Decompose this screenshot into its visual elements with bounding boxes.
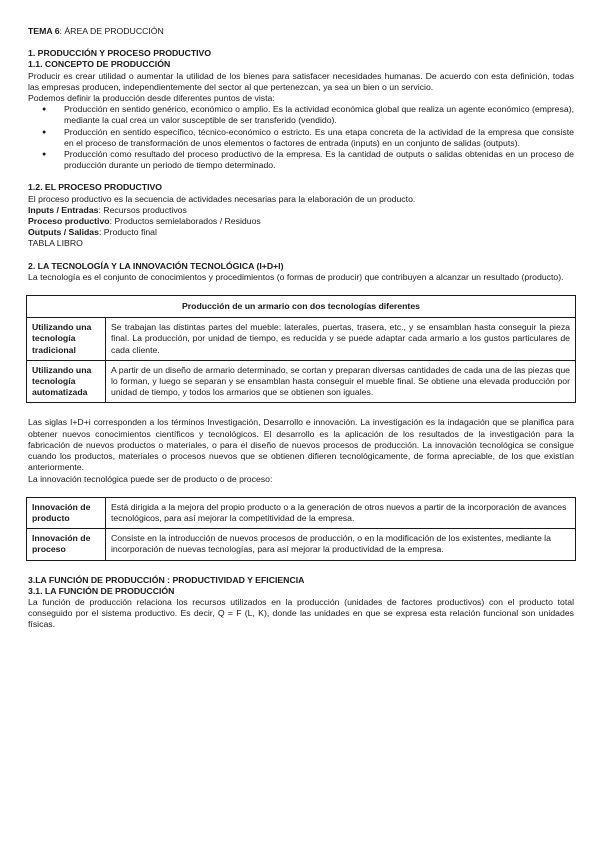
list-item: ● Producción como resultado del proceso productivo de la empresa. Es la cantidad de outputs o salidas obtenidas en un proceso de producción durante un periodo de tiempo determinado. xyxy=(64,149,574,171)
table-row-label: Utilizando una tecnología tradicional xyxy=(27,318,106,361)
table-row-label: Innovación de producto xyxy=(27,497,106,528)
innovacion-table xyxy=(26,497,576,561)
table-row-text: Se trabajan las distintas partes del mueble: laterales, puertas, trasera, etc., y se ensamblan hasta conseguir la pieza final. La producción, por unidad de tiempo, es reducida y se puede adaptar cada armario a los gustos particulares de cada cliente. xyxy=(106,318,576,361)
inputs-label: Inputs / Entradas xyxy=(28,204,99,215)
proceso-value: : Productos semielaborados / Residuos xyxy=(109,216,261,227)
paragraph: La tecnología es el conjunto de conocimientos y procedimientos (o formas de producir) que contribuyen a alcanzar un resultado (producto). xyxy=(28,271,564,282)
proceso-label: Proceso productivo xyxy=(28,216,110,227)
inputs-line xyxy=(28,205,574,216)
document-page xyxy=(28,26,574,631)
inputs-value: : Recursos productivos xyxy=(98,204,187,215)
outputs-label: Outputs / Salidas xyxy=(28,227,99,238)
armario-table xyxy=(26,295,576,403)
paragraph: El proceso productivo es la secuencia de actividades necesarias para la elaboración de un producto. xyxy=(28,193,416,204)
tema-title: : ÁREA DE PRODUCCIÓN xyxy=(59,26,164,36)
section-2-heading: 2. LA TECNOLOGÍA Y LA INNOVACIÓN TECNOLÓGICA (I+D+I) xyxy=(28,260,284,271)
proceso-line xyxy=(28,216,574,227)
paragraph: Podemos definir la producción desde diferentes puntos de vista: xyxy=(28,93,275,104)
section-3-heading: 3.LA FUNCIÓN DE PRODUCCIÓN : PRODUCTIVIDAD Y EFICIENCIA xyxy=(28,574,305,585)
table-row-label: Utilizando una tecnología automatizada xyxy=(27,360,106,403)
table-row xyxy=(27,318,576,361)
table-row xyxy=(27,529,576,560)
list-item: ● Producción en sentido específico, técnico-económico o estricto. Es una etapa concreta de la actividad de la empresa que consiste en el proceso de transformación de unos elementos o factores de entrada (inputs) en un conjunto de salidas (outputs). xyxy=(64,127,574,149)
outputs-line xyxy=(28,227,574,238)
table-row-text: Está dirigida a la mejora del propio producto o a la generación de otros nuevos a partir de la incorporación de avances tecnológicos, para así mejorar la competitividad de la empresa. xyxy=(106,497,576,528)
paragraph: La innovación tecnológica puede ser de producto o de proceso: xyxy=(28,473,273,484)
table-row xyxy=(27,360,576,403)
table-header: Producción de un armario con dos tecnologías diferentes xyxy=(27,296,576,318)
table-row-label: Innovación de proceso xyxy=(27,529,106,560)
tema-number: TEMA 6 xyxy=(28,26,60,36)
paragraph: Producir es crear utilidad o aumentar la utilidad de los bienes para satisfacer necesidades humanas. De acuerdo con esta definición, todas las empresas producen, independientemente del sector al que pertenezcan, ya sea un bien o un servicio. xyxy=(28,70,574,92)
doc-title xyxy=(28,26,574,37)
outputs-value: : Producto final xyxy=(98,227,157,238)
table-row-text: A partir de un diseño de armario determinado, se cortan y preparan diversas cantidades de cada una de las piezas que lo forman, y luego se separan y se ensamblan hasta conseguir el mueble final. Se obtiene una elevada producción por unidad de tiempo, y todos los armarios que se obtienen son iguales. xyxy=(106,360,576,403)
paragraph: La función de producción relaciona los recursos utilizados en la producción (unidades de factores productivos) con el producto total conseguido por el sistema productivo. Es decir, Q = F (L, K), donde las unidades en que se expresa esta relación funcional son unidades físicas. xyxy=(28,596,574,630)
section-3-1-heading: 3.1. LA FUNCIÓN DE PRODUCCIÓN xyxy=(28,585,175,596)
table-row-text: Consiste en la introducción de nuevos procesos de producción, o en la modificación de los existentes, mediante la incorporación de nuevas tecnologías, para así mejorar la productividad de la empresa. xyxy=(106,529,576,560)
table-row xyxy=(27,497,576,528)
section-1-2-heading: 1.2. EL PROCESO PRODUCTIVO xyxy=(28,182,163,193)
bullet-list xyxy=(28,104,574,171)
section-1-1-heading: 1.1. CONCEPTO DE PRODUCCIÓN xyxy=(28,59,171,70)
paragraph: Las siglas I+D+i corresponden a los términos Investigación, Desarrollo e innovación. La investigación es la indagación que se planifica para obtener nuevos conocimientos científicos y tecnológicos. El desarrollo es la aplicación de los resultados de la investigación para la fabricación de nuevos productos o materiales, o para el diseño de nuevos procesos de producción. La innovación tecnológica se consigue cuando los productos, materiales o procesos nuevos que se obtienen difieren tecnológicamente, de forma apreciable, de los que existían anteriormente. xyxy=(28,417,574,473)
tabla-libro: TABLA LIBRO xyxy=(28,238,83,249)
section-1-heading: 1. PRODUCCIÓN Y PROCESO PRODUCTIVO xyxy=(28,48,212,59)
list-item: ● Producción en sentido genérico, económico o amplio. Es la actividad económica global que realiza un agente económico (empresa), mediante la cual crea un valor susceptible de ser transferido (vendido). xyxy=(64,104,574,126)
